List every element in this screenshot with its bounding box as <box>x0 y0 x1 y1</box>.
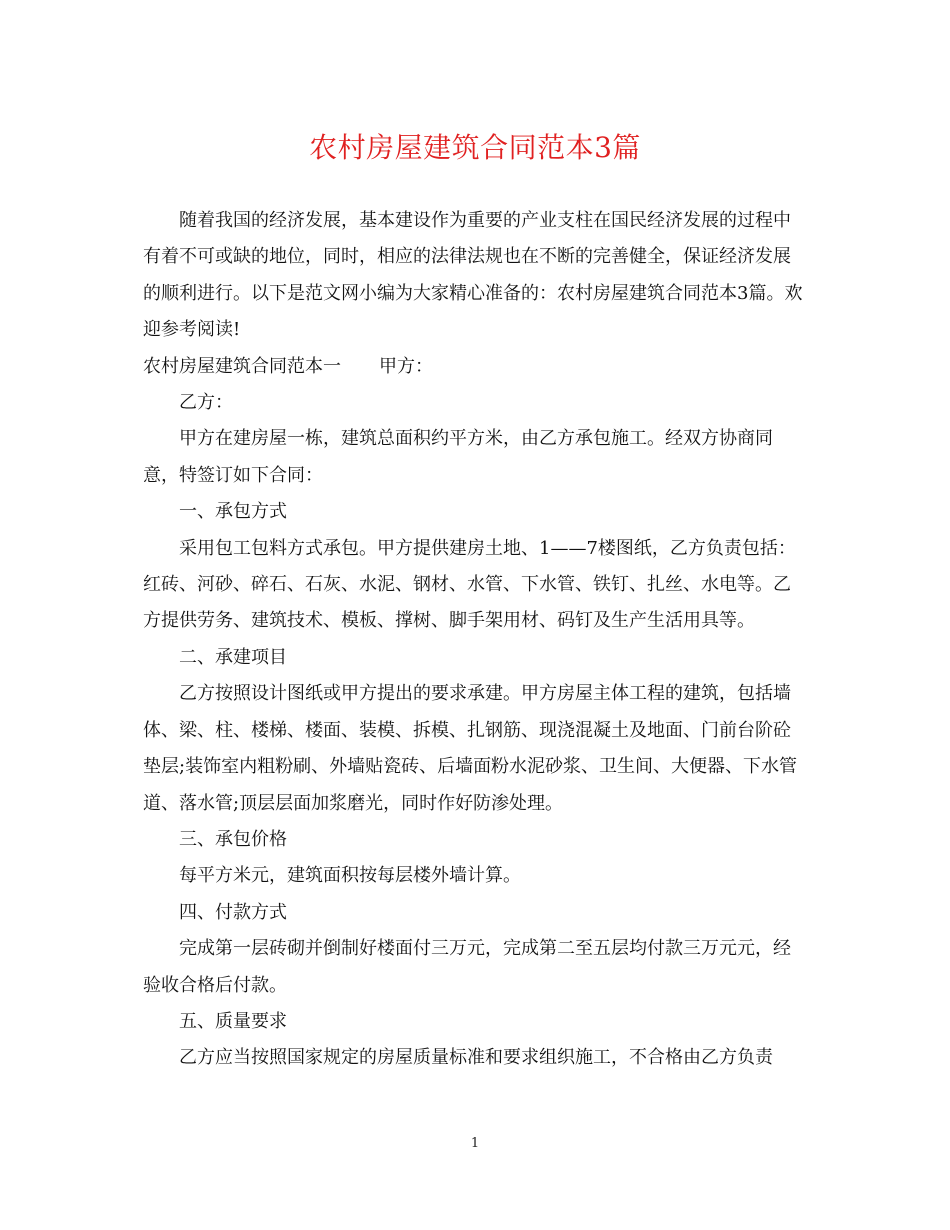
page-number: 1 <box>470 1136 480 1151</box>
section-title-4: 四、付款方式 <box>179 901 287 923</box>
section-body-2: 乙方按照设计图纸或甲方提出的要求承建。甲方房屋主体工程的建筑，包括墙体、梁、柱、楼梯、楼面、装模、拆模、扎钢筋、现浇混凝土及地面、门前台阶砼垫层;装饰室内粗粉刷、外墙贴瓷砖、后墙面粉水泥砂浆、卫生间、大便器、下水管道、落水管;顶层层面加浆磨光，同时作好防渗处理。 <box>143 683 798 814</box>
opening-paragraph: 甲方在建房屋一栋，建筑总面积约平方米，由乙方承包施工。经双方协商同意，特签订如下合同： <box>143 428 773 486</box>
section-title-3: 三、承包价格 <box>179 828 287 850</box>
section-title-1: 一、承包方式 <box>179 501 287 523</box>
intro-paragraph: 随着我国的经济发展，基本建设作为重要的产业支柱在国民经济发展的过程中有着不可或缺的地位，同时，相应的法律法规也在不断的完善健全，保证经济发展的顺利进行。以下是范文网小编为大家精心准备的：农村房屋建筑合同范本3篇。欢迎参考阅读! <box>143 210 803 341</box>
section-body-5: 乙方应当按照国家规定的房屋质量标准和要求组织施工，不合格由乙方负责 <box>179 1047 773 1069</box>
section-body-4: 完成第一层砖砌并倒制好楼面付三万元，完成第二至五层均付款三万元元，经验收合格后付款。 <box>143 938 791 996</box>
document-body <box>143 203 805 1077</box>
party-a-label: 甲方： <box>379 355 433 377</box>
section-title-5: 五、质量要求 <box>179 1010 287 1032</box>
section-body-1: 采用包工包料方式承包。甲方提供建房土地、1——7楼图纸，乙方负责包括：红砖、河砂、碎石、石灰、水泥、钢材、水管、下水管、铁钉、扎丝、水电等。乙方提供劳务、建筑技术、模板、撑树、脚手架用材、码钉及生产生活用具等。 <box>143 537 796 632</box>
document-title: 农村房屋建筑合同范本3篇 <box>309 131 641 164</box>
contract-heading-line <box>143 349 805 385</box>
contract-heading: 农村房屋建筑合同范本一 <box>143 355 341 377</box>
party-b-label: 乙方： <box>179 392 233 414</box>
section-body-3: 每平方米元，建筑面积按每层楼外墙计算。 <box>179 865 521 887</box>
section-title-2: 二、承建项目 <box>179 646 287 668</box>
